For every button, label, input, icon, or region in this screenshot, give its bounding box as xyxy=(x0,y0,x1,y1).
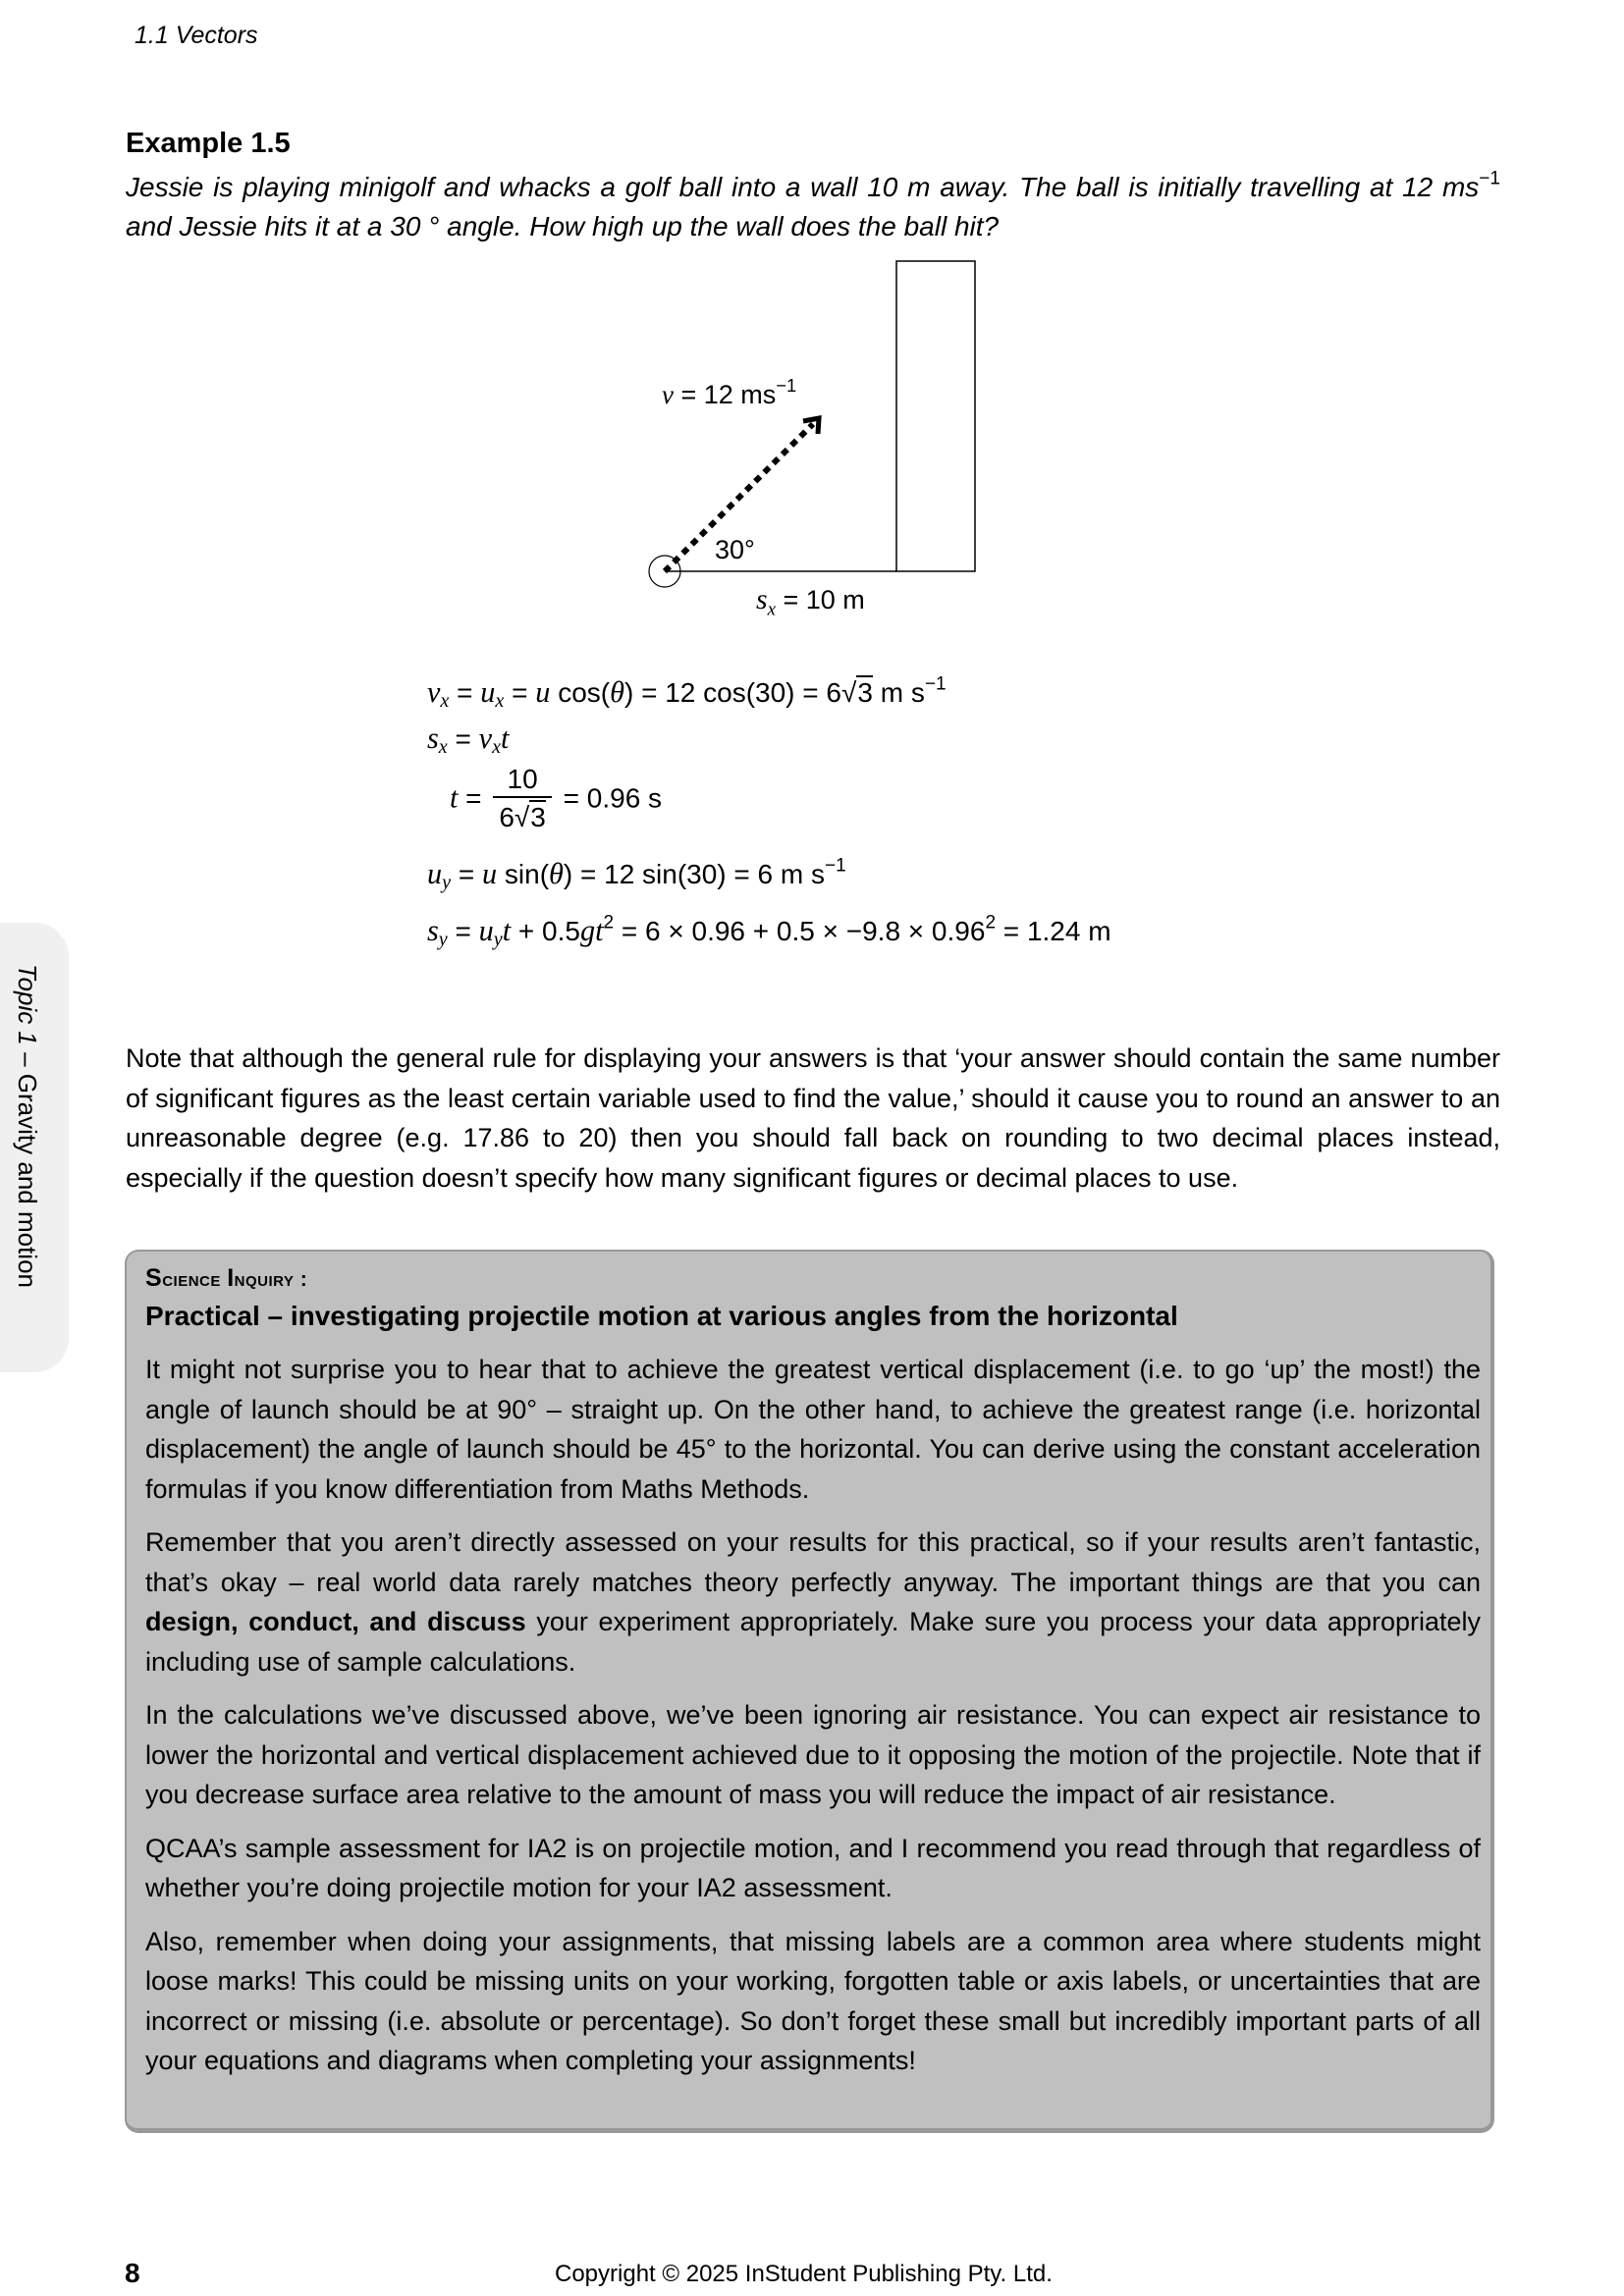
equation-uy: $u_y = u$ sin(θ) = 12 sin(30) = 6 m $s^{-1}$ xyxy=(427,855,846,894)
distance-label: $s_x = 10$ m xyxy=(756,584,865,620)
copyright-notice: Copyright © 2025 InStudent Publishing Pty. Ltd. xyxy=(555,2261,1053,2287)
inquiry-label: Science Inquiry : xyxy=(145,1264,308,1292)
fraction: $\frac{10}{6√3}$ xyxy=(493,763,552,837)
inquiry-paragraph-1: It might not surprise you to hear that to achieve the greatest vertical displacement (i.e. to go ‘up’ the most!) the angle of launch should be at 90° – straight up. On the other hand, to achieve the greatest range (i.e. horizontal displacement) the angle of launch should be 45° to the horizontal. You can derive using the constant acceleration formulas if you know differentiation from Maths Methods. xyxy=(145,1355,1481,1504)
example-question xyxy=(126,168,1500,246)
emphasis-text: design, conduct, and discuss xyxy=(145,1607,526,1636)
inquiry-paragraph-5: Also, remember when doing your assignments, that missing labels are a common area where students might loose marks! This could be missing units on your working, forgotten table or axis labels, or uncertainties that are incorrect or missing (i.e. absolute or percentage). So don’t forget these small but incredibly important parts of all your equations and diagrams when completing your assignments! xyxy=(145,1926,1481,2075)
inquiry-title: Practical – investigating projectile motion at various angles from the horizontal xyxy=(145,1301,1178,1331)
equation-t: t = $\frac{10}{6√3}$ = 0.96 s xyxy=(450,763,662,837)
inquiry-paragraph-4: QCAA’s sample assessment for IA2 is on projectile motion, and I recommend you read through that regardless of whether you’re doing projectile motion for your IA2 assessment. xyxy=(145,1833,1481,1902)
question-text-1: Jessie is playing minigolf and whacks a golf ball into a wall 10 m away. The ball is initially travelling at 12 ms xyxy=(126,172,1480,202)
diagram-svg xyxy=(589,245,1031,638)
angle-label: 30° xyxy=(715,535,755,564)
running-head: 1.1 Vectors xyxy=(135,22,258,49)
science-inquiry-box xyxy=(125,1250,1494,2133)
equation-vx: $v_x = u_x = u$ cos(θ) = 12 cos(30) = 6√3 m $s^{-1}$ xyxy=(427,673,947,713)
projectile-diagram xyxy=(589,245,1031,638)
velocity-label: v = 12 $ms^{-1}$ xyxy=(662,375,797,409)
topic-side-tab[interactable] xyxy=(0,923,69,1372)
inquiry-paragraph-3: In the calculations we’ve discussed above, we’ve been ignoring air resistance. You can expect air resistance to lower the horizontal and vertical displacement achieved due to it opposing the motion of the projectile. Note that if you decrease surface area relative to the amount of mass you will reduce the impact of air resistance. xyxy=(145,1700,1481,1809)
page-number: 8 xyxy=(125,2258,140,2288)
equation-sx: $s_x = v_xt$ xyxy=(427,721,510,759)
side-tab-label: Topic 1 – Gravity and motion xyxy=(13,964,42,1289)
question-text-2: and Jessie hits it at a 30 ° angle. How high up the wall does the ball hit? xyxy=(126,211,1000,241)
note-paragraph: Note that although the general rule for displaying your answers is that ‘your answer should contain the same number of significant figures as the least certain variable used to find the value,’ should it cause you to round an answer to an unreasonable degree (e.g. 17.86 to 20) then you should fall back on rounding to two decimal places instead, especially if the question doesn’t specify how many significant figures or decimal places to use. xyxy=(126,1043,1500,1193)
example-title: Example 1.5 xyxy=(126,128,291,159)
inquiry-paragraph-2: Remember that you aren’t directly assessed on your results for this practical, so if your results aren’t fantastic, that’s okay – real world data rarely matches theory perfectly anyway. The important things are that you can design, conduct, and discuss your experiment appropriately. Make sure you process your data appropriately including use of sample calculations. xyxy=(145,1527,1481,1677)
question-superscript: −1 xyxy=(1479,168,1500,189)
wall-rect xyxy=(896,261,975,571)
equation-sy: $s_y = u_yt + 0.5gt^2 = 6 \times 0.96 + 0.5 \times -9.8 \times 0.96^2 = 1.24$ m xyxy=(427,912,1111,951)
